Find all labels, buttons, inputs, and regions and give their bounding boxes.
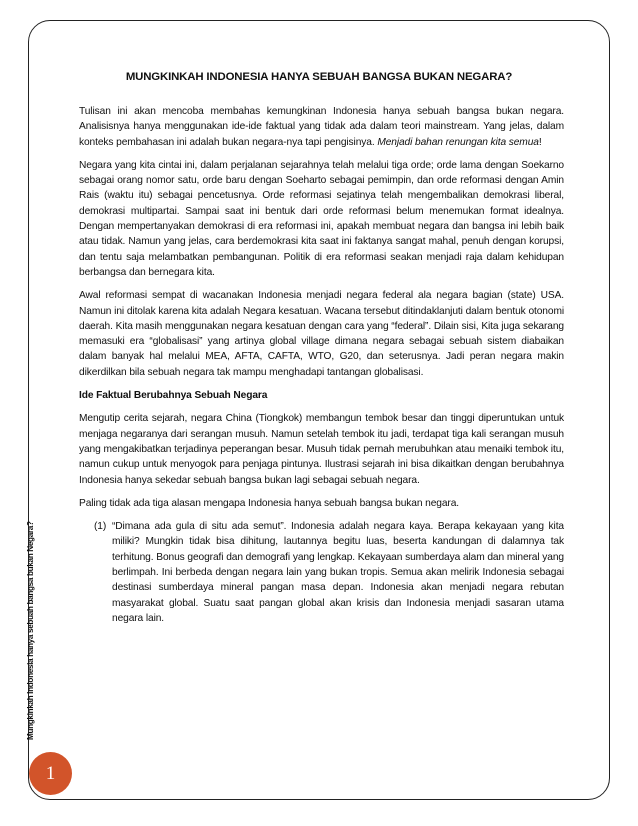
paragraph-3: Awal reformasi sempat di wacanakan Indonesia menjadi negara federal ala negara bagian (state) USA. Namun ini ditolak karena kita adalah Negara kesatuan. Wacana tersebut ditindaklanjuti dalam bentuk otonomi daerah. Kita masih menggunakan negara kesatuan dengan cara yang “federal”. Dilain sisi, Kita juga sekarang memasuki era “globalisasi” yang artinya global village dimana negara sebagai sebuah sistem diabaikan dalam banyak hal melalui MEA, AFTA, CAFTA, WTO, G20, dan seterusnya. Jadi peran negara makin dikerdilkan bila sebuah negara tak mampu menghadapi tantangan globalisasi.: [79, 290, 564, 378]
paragraph-5: Paling tidak ada tiga alasan mengapa Indonesia hanya sebuah bangsa bukan negara.: [79, 497, 459, 509]
paragraph-2: Negara yang kita cintai ini, dalam perjalanan sejarahnya telah melalui tiga orde; orde lama dengan Soekarno sebagai orang nomor satu, orde baru dengan Soeharto sebagai pemimpin, dan orde reformasi dengan Amin Rais (waktu itu) sebagai pencetusnya. Orde reformasi sejatinya telah mengembalikan demokrasi liberal, demokrasi multipartai. Sampai saat ini bentuk dari orde reformasi belum menemukan format idealnya. Dengan mempertanyakan demokrasi di era reformasi ini, apakah membuat negara dan bangsa ini lebih baik atau tidak. Namun yang jelas, cara berdemokrasi kita saat ini faktanya sangat mahal, penuh dengan korupsi, dan tentu saja melambatkan pembangunan. Politik di era reformasi seakan menjadi raja dalam kehidupan berbangsa dan bernegara kita.: [79, 159, 564, 278]
intro-paragraph: [79, 104, 564, 150]
section-heading: Ide Faktual Berubahnya Sebuah Negara: [79, 390, 268, 402]
list-item: [79, 519, 564, 626]
intro-text: Tulisan ini akan mencoba membahas kemungkinan Indonesia hanya sebuah bangsa bukan negara. Analisisnya hanya menggunakan ide-ide faktual yang tidak ada dalam teori mainstream. Yang jelas, dalam konteks pembahasan ini adalah bukan negara-nya tapi pengisinya.: [79, 106, 564, 148]
reasons-list: [79, 519, 564, 626]
paragraph-4: Mengutip cerita sejarah, negara China (Tiongkok) membangun tembok besar dan tinggi diperuntukan untuk menjaga negaranya dari serangan musuh. Namun setelah tembok itu jadi, terdapat tiga kali serangan musuh yang mengakibatkan terjadinya peperangan besar. Musuh tidak pernah merubuhkan atau menaiki tembok itu, namun cukup untuk menyogok para penjaga pintunya. Ilustrasi sejarah ini bisa dikaitkan dengan berubahnya Indonesia hanya sekedar sebuah bangsa bukan lagi sebagai sebuah negara.: [79, 413, 564, 486]
intro-end: !: [538, 136, 542, 148]
document-title: MUNGKINKAH INDONESIA HANYA SEBUAH BANGSA BUKAN NEGARA?: [125, 71, 513, 83]
list-item-text: “Dimana ada gula di situ ada semut”. Indonesia adalah negara kaya. Berapa kekayaan yang kita miliki? Mungkin tidak bisa dihitung, lautannya begitu luas, beserta kandungan di dalamnya tak terhitung. Bonus geografi dan demografi yang lengkap. Kekayaan sumberdaya alam dan mineral yang berlimpah. Ini berbeda dengan negara lain yang bukan tropis. Semua akan melirik Indonesia sebagai destinasi sumberdaya mineral pangan masa depan. Indonesia akan menjadi negara rebutan masyarakat global. Suatu saat pangan global akan krisis dan Indonesia menjadi sasaran utama negara lain.: [112, 521, 564, 624]
intro-emphasis: Menjadi bahan renungan kita semua: [377, 136, 539, 148]
list-item-number: (1): [94, 521, 107, 533]
side-running-header: Mungkinkah Indonesia hanya sebuah bangsa bukan Negara?: [26, 521, 35, 740]
document-body: [79, 104, 564, 626]
page-number-badge: 1: [29, 752, 72, 795]
